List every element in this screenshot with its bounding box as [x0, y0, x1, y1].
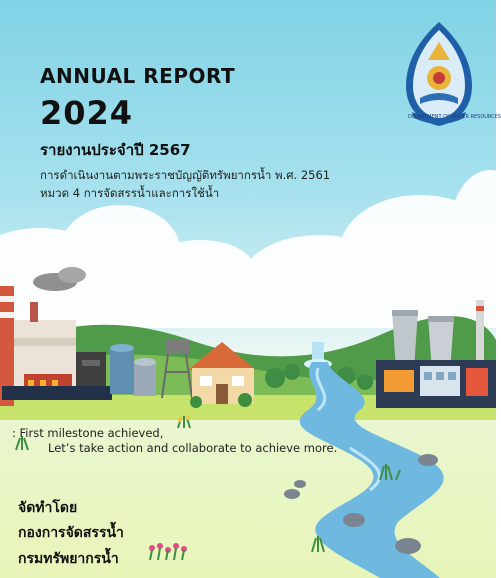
- report-heading: ANNUAL REPORT: [40, 64, 236, 88]
- emblem-caption: DEPARTMENT OF WATER RESOURCES: [408, 114, 501, 120]
- tagline-line1: : First milestone achieved,: [12, 426, 164, 440]
- department-emblem-icon: [402, 20, 501, 128]
- tagline-line2: Let’s take action and collaborate to achieve more.: [48, 441, 338, 455]
- publisher-division: กองการจัดสรรน้ำ: [18, 525, 124, 541]
- report-thai-title: รายงานประจำปี 2567: [40, 141, 191, 159]
- publisher-department: กรมทรัพยากรน้ำ: [18, 551, 119, 567]
- report-subtitle-line1: การดำเนินงานตามพระราชบัญญัติทรัพยากรน้ำ พ.ศ. 2561: [40, 168, 331, 182]
- report-subtitle-line2: หมวด 4 การจัดสรรน้ำและการใช้น้ำ: [40, 186, 220, 200]
- report-year: 2024: [40, 94, 134, 132]
- publisher-label: จัดทำโดย: [18, 500, 78, 516]
